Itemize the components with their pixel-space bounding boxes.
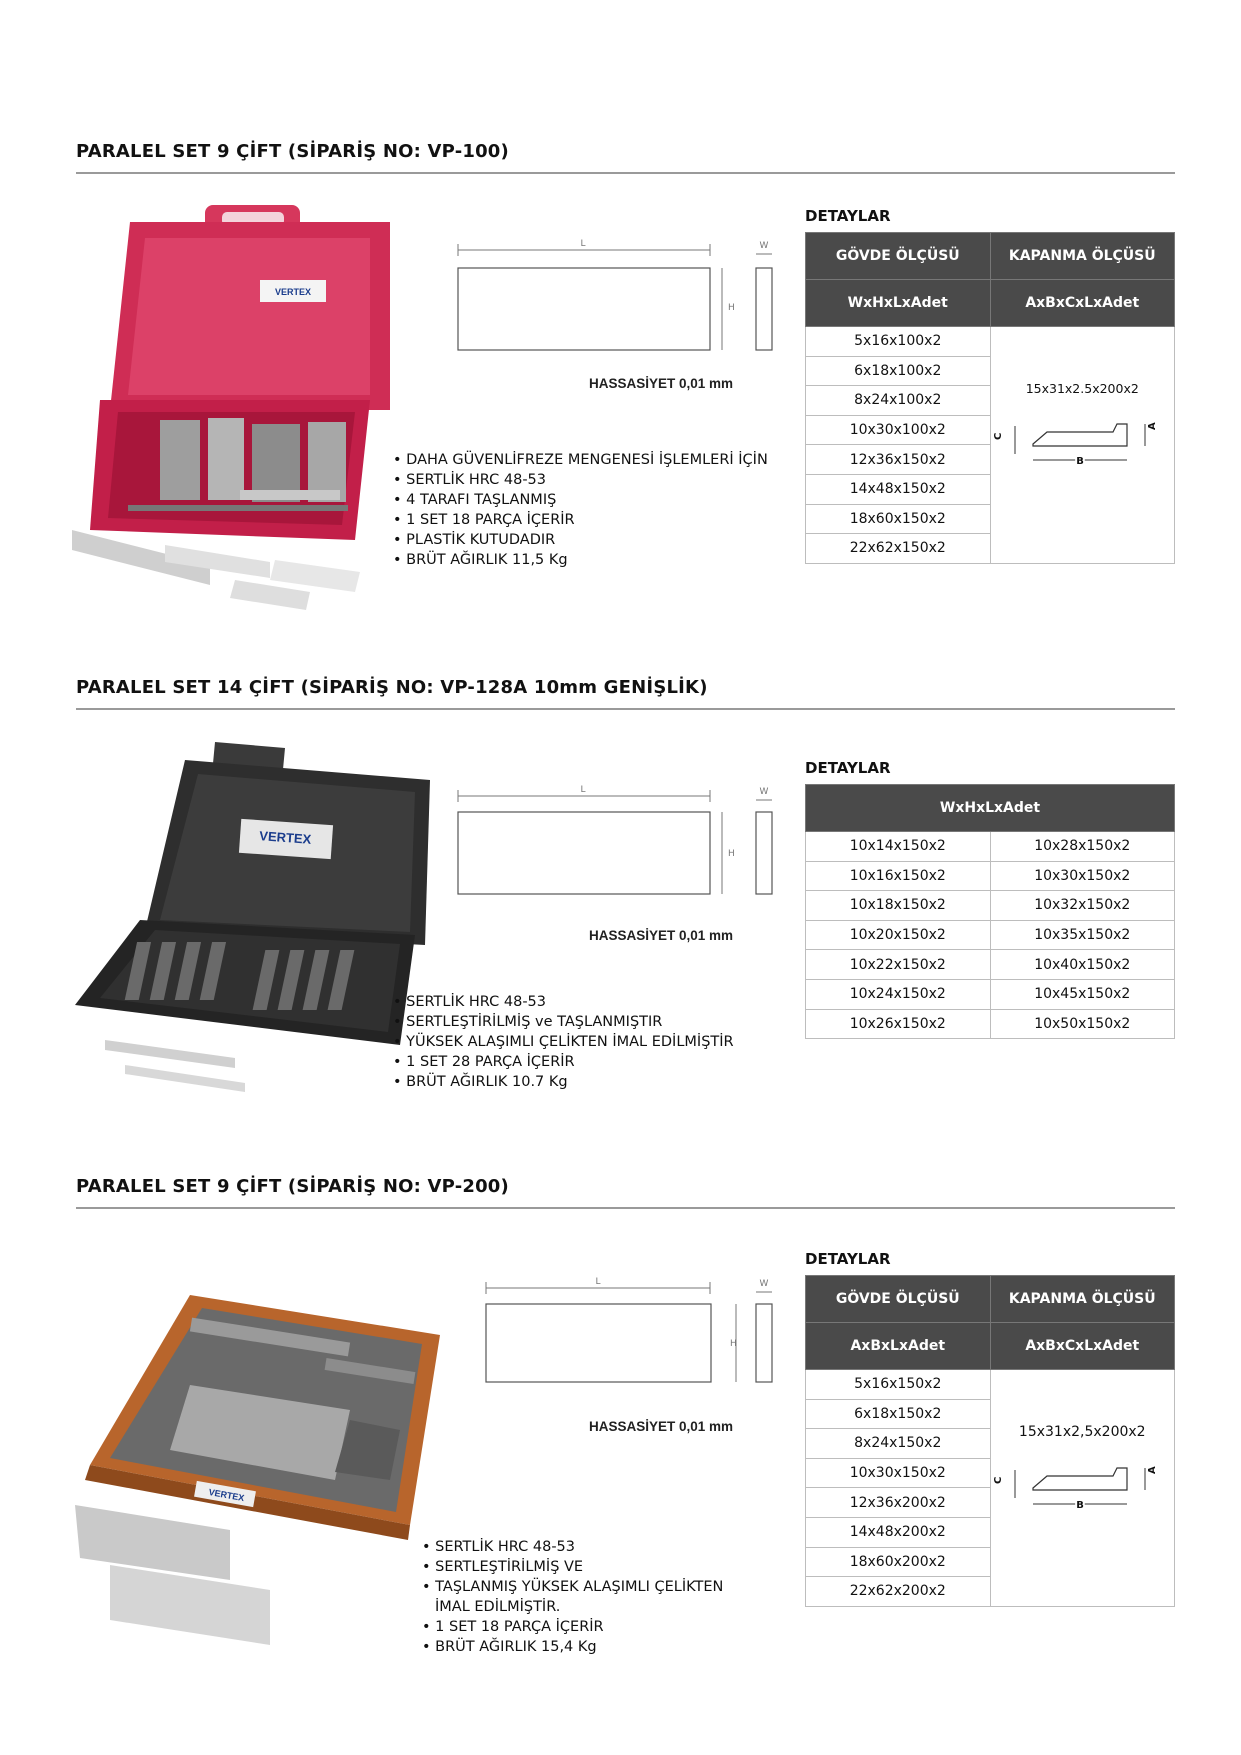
table-cell: 10x20x150x2 [806, 920, 991, 950]
table-cell: 22x62x150x2 [806, 534, 991, 564]
section-2-title: PARALEL SET 14 ÇİFT (SİPARİŞ NO: VP-128A 10mm GENİŞLİK) [76, 677, 708, 698]
table-cell: 10x30x100x2 [806, 415, 991, 445]
closing-size: 15x31x2.5x200x2 [1025, 381, 1139, 397]
table-cell: 6x18x150x2 [806, 1399, 991, 1429]
table-cell: 10x32x150x2 [990, 891, 1175, 921]
brand-text: VERTEX [207, 1486, 246, 1504]
features-list-3 [422, 1537, 723, 1657]
length-label: L [580, 239, 586, 249]
height-label: H [728, 303, 735, 313]
col-subheader-body: AxBxLxAdet [806, 1323, 991, 1370]
table-cell: 5x16x100x2 [806, 327, 991, 357]
table-cell: 14x48x150x2 [806, 474, 991, 504]
table-cell: 10x30x150x2 [806, 1458, 991, 1488]
parallel-sketch-3 [478, 1270, 808, 1390]
closing-size: 15x31x2,5x200x2 [1018, 1423, 1146, 1440]
closing-cell [990, 1370, 1175, 1607]
black-case-photo [70, 740, 430, 1120]
table-cell: 10x14x150x2 [806, 832, 991, 862]
width-label: W [759, 1279, 769, 1289]
table-cell: 10x16x150x2 [806, 861, 991, 891]
table-cell: 6x18x100x2 [806, 356, 991, 386]
brand-text: VERTEX [274, 287, 312, 297]
c-label: C [992, 1476, 1004, 1484]
table-cell: 18x60x150x2 [806, 504, 991, 534]
brand-text: VERTEX [258, 828, 312, 847]
feature-item: • PLASTİK KUTUDADIR [393, 532, 556, 548]
wood-case-photo [70, 1290, 440, 1660]
table-cell: 10x28x150x2 [990, 832, 1175, 862]
table-cell: 8x24x100x2 [806, 386, 991, 416]
table-cell: 14x48x200x2 [806, 1517, 991, 1547]
feature-item: • TAŞLANMIŞ YÜKSEK ALAŞIMLI ÇELİKTEN [422, 1579, 724, 1595]
feature-item: • 1 SET 18 PARÇA İÇERİR [393, 512, 575, 528]
feature-item: • SERTLİK HRC 48-53 [422, 1539, 576, 1555]
parallel-sketch-2 [450, 778, 780, 898]
spec-table-3 [805, 1275, 1175, 1607]
table-cell: 10x18x150x2 [806, 891, 991, 921]
table-cell: 10x40x150x2 [990, 950, 1175, 980]
precision-3: HASSASİYET 0,01 mm [589, 1419, 734, 1434]
table-cell: 10x24x150x2 [806, 979, 991, 1009]
a-label: A [1146, 1466, 1158, 1474]
width-label: W [759, 787, 769, 797]
section-1-divider [76, 172, 1175, 174]
feature-item: • BRÜT AĞIRLIK 11,5 Kg [393, 552, 568, 568]
details-label-2: DETAYLAR [805, 759, 891, 777]
feature-item: • 4 TARAFI TAŞLANMIŞ [393, 492, 557, 508]
length-label: L [580, 785, 586, 795]
feature-item: • SERTLİK HRC 48-53 [393, 472, 547, 488]
section-1-title: PARALEL SET 9 ÇİFT (SİPARİŞ NO: VP-100) [76, 141, 509, 162]
col-header-closing: KAPANMA ÖLÇÜSÜ [990, 233, 1175, 280]
feature-item: • SERTLİK HRC 48-53 [393, 994, 547, 1010]
c-label: C [992, 433, 1004, 441]
table-cell: 10x35x150x2 [990, 920, 1175, 950]
col-subheader-body: WxHxLxAdet [806, 280, 991, 327]
b-label: B [1075, 1499, 1084, 1511]
col-subheader-closing: AxBxCxLxAdet [990, 280, 1175, 327]
table-cell: 10x50x150x2 [990, 1009, 1175, 1039]
features-list-1 [393, 450, 768, 570]
table-cell: 22x62x200x2 [806, 1577, 991, 1607]
feature-item: • BRÜT AĞIRLIK 10.7 Kg [393, 1074, 568, 1090]
section-2-divider [76, 708, 1175, 710]
feature-item: • 1 SET 18 PARÇA İÇERİR [422, 1619, 604, 1635]
precision-1: HASSASİYET 0,01 mm [589, 376, 734, 391]
col-header-body: GÖVDE ÖLÇÜSÜ [806, 1276, 991, 1323]
col-subheader-closing: AxBxCxLxAdet [990, 1323, 1175, 1370]
spec-table-2 [805, 784, 1175, 1039]
spec-table-1 [805, 232, 1175, 564]
table-cell: 10x30x150x2 [990, 861, 1175, 891]
feature-item: • BRÜT AĞIRLIK 15,4 Kg [422, 1639, 597, 1655]
details-label-1: DETAYLAR [805, 207, 891, 225]
section-3-title: PARALEL SET 9 ÇİFT (SİPARİŞ NO: VP-200) [76, 1176, 509, 1197]
length-label: L [595, 1277, 601, 1287]
col-header-closing: KAPANMA ÖLÇÜSÜ [990, 1276, 1175, 1323]
table-cell: 12x36x150x2 [806, 445, 991, 475]
parallel-sketch-1 [450, 232, 780, 362]
feature-item: • 1 SET 28 PARÇA İÇERİR [393, 1054, 575, 1070]
feature-item: • YÜKSEK ALAŞIMLI ÇELİKTEN İMAL EDİLMİŞTİR [393, 1034, 734, 1050]
closing-sketch-3 [992, 1458, 1170, 1518]
height-label: H [730, 1339, 737, 1349]
width-label: W [759, 241, 769, 251]
table-cell: 18x60x200x2 [806, 1547, 991, 1577]
height-label: H [728, 849, 735, 859]
closing-sketch-1 [992, 414, 1170, 474]
feature-item: İMAL EDİLMİŞTİR. [435, 1599, 561, 1615]
table-cell: 10x22x150x2 [806, 950, 991, 980]
b-label: B [1075, 456, 1084, 468]
details-label-3: DETAYLAR [805, 1250, 891, 1268]
col-header-body: GÖVDE ÖLÇÜSÜ [806, 233, 991, 280]
table-cell: 10x26x150x2 [806, 1009, 991, 1039]
a-label: A [1146, 422, 1158, 431]
feature-item: • SERTLEŞTİRİLMİŞ ve TAŞLANMIŞTIR [393, 1014, 663, 1030]
section-3-divider [76, 1207, 1175, 1209]
table-cell: 8x24x150x2 [806, 1429, 991, 1459]
red-case-photo [70, 200, 390, 620]
col-header-size: WxHxLxAdet [806, 785, 1175, 832]
feature-item: • SERTLEŞTİRİLMİŞ VE [422, 1559, 584, 1575]
table-cell: 12x36x200x2 [806, 1488, 991, 1518]
features-list-2 [393, 992, 734, 1092]
closing-cell [990, 327, 1175, 564]
table-cell: 5x16x150x2 [806, 1370, 991, 1400]
precision-2: HASSASİYET 0,01 mm [589, 928, 734, 943]
feature-item: • DAHA GÜVENLİFREZE MENGENESİ İŞLEMLERİ İÇİN [393, 452, 768, 468]
table-cell: 10x45x150x2 [990, 979, 1175, 1009]
